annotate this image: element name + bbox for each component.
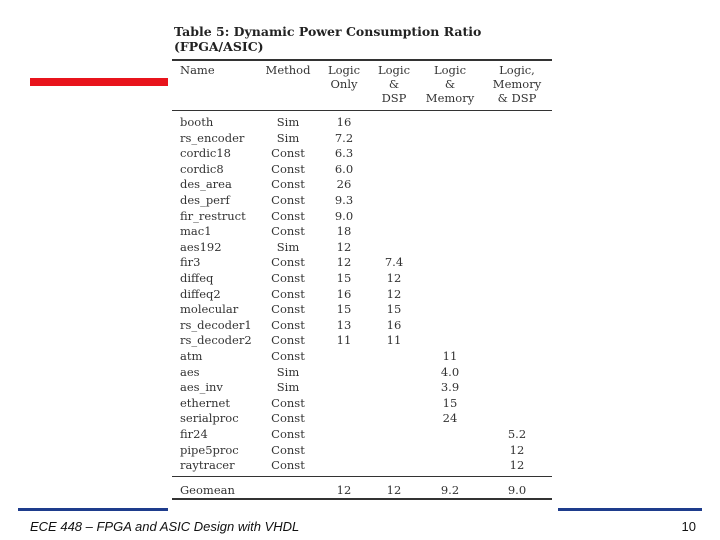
cell-name: fir24 xyxy=(180,427,208,441)
header-text: Name xyxy=(180,63,215,77)
page-number: 10 xyxy=(681,519,696,534)
footer-rule-right xyxy=(558,508,702,511)
cell-name: fir3 xyxy=(180,255,201,270)
cell-logic-memory: 15 xyxy=(442,395,458,410)
cell-logic-only: 16 xyxy=(336,286,352,301)
cell-name: aes_inv xyxy=(180,380,223,395)
table-bottom-rule xyxy=(172,498,552,500)
cell-logic-memory: 11 xyxy=(442,349,458,363)
cell-name: cordic8 xyxy=(180,161,224,176)
cell-name: des_perf xyxy=(180,193,230,207)
cell-method: Sim xyxy=(276,130,300,145)
cell-logic-dsp: 16 xyxy=(386,317,402,332)
header-text: Only xyxy=(330,77,358,91)
table-figure xyxy=(168,12,558,512)
cell-method: Const xyxy=(271,161,305,176)
cell-method: Const xyxy=(271,224,305,239)
cell-name: atm xyxy=(180,349,203,363)
cell-method: Const xyxy=(271,146,305,161)
geomean-logic-memory-dsp: 9.0 xyxy=(507,483,527,497)
table-top-rule xyxy=(172,59,552,61)
cell-name: ethernet xyxy=(180,395,230,410)
cell-method: Const xyxy=(271,411,305,426)
cell-method: Const xyxy=(271,349,305,363)
geomean-name: Geomean xyxy=(180,483,235,497)
cell-method: Const xyxy=(271,442,305,457)
cell-logic-only: 6.3 xyxy=(334,146,354,161)
header-text: Method xyxy=(265,63,311,77)
cell-name: molecular xyxy=(180,302,239,317)
red-accent-bar xyxy=(30,78,170,86)
cell-method: Const xyxy=(271,271,305,285)
header-text: Memory xyxy=(425,91,475,105)
cell-logic-only: 9.0 xyxy=(334,208,354,223)
cell-name: rs_decoder2 xyxy=(180,333,252,348)
cell-logic-only: 13 xyxy=(336,317,352,332)
cell-logic-only: 6.0 xyxy=(334,161,354,176)
cell-logic-memory-dsp: 12 xyxy=(509,458,525,473)
cell-method: Sim xyxy=(276,115,300,129)
header-text: & xyxy=(444,77,456,91)
cell-logic-dsp: 11 xyxy=(386,333,402,348)
header-text: Logic xyxy=(327,63,361,77)
cell-name: raytracer xyxy=(180,458,235,473)
cell-method: Const xyxy=(271,317,305,332)
header-logic-only xyxy=(320,63,368,91)
cell-name: diffeq xyxy=(180,271,214,285)
header-rule xyxy=(172,110,552,111)
cell-name: aes192 xyxy=(180,239,222,254)
cell-method: Const xyxy=(271,193,305,207)
cell-name: serialproc xyxy=(180,411,239,426)
header-name xyxy=(180,63,215,77)
cell-logic-only: 18 xyxy=(336,224,352,239)
cell-logic-memory: 24 xyxy=(442,411,458,426)
cell-logic-only: 12 xyxy=(336,255,352,270)
header-text: Memory xyxy=(492,77,542,91)
header-method xyxy=(260,63,316,77)
cell-method: Sim xyxy=(276,239,300,254)
cell-name: aes xyxy=(180,364,200,379)
header-logic-memory xyxy=(420,63,480,105)
cell-logic-only: 9.3 xyxy=(334,193,354,207)
cell-method: Const xyxy=(271,302,305,317)
cell-logic-only: 15 xyxy=(336,302,352,317)
cell-logic-memory: 4.0 xyxy=(440,364,460,379)
geomean-logic-memory: 9.2 xyxy=(440,483,460,497)
cell-name: des_area xyxy=(180,177,232,192)
cell-logic-dsp: 15 xyxy=(386,302,402,317)
header-text: DSP xyxy=(381,91,407,105)
header-logic-dsp xyxy=(370,63,418,105)
cell-method: Const xyxy=(271,255,305,270)
cell-method: Const xyxy=(271,395,305,410)
header-text: & DSP xyxy=(497,91,537,105)
geomean-rule xyxy=(172,476,552,477)
header-logic-memory-dsp xyxy=(486,63,548,105)
cell-logic-only: 15 xyxy=(336,271,352,285)
cell-logic-memory: 3.9 xyxy=(440,380,460,395)
course-title: ECE 448 – FPGA and ASIC Design with VHDL xyxy=(30,519,300,534)
header-text: & xyxy=(388,77,400,91)
cell-method: Const xyxy=(271,427,305,441)
cell-method: Sim xyxy=(276,364,300,379)
cell-logic-only: 11 xyxy=(336,333,352,348)
caption-line-1: Table 5: Dynamic Power Consumption Ratio xyxy=(174,24,482,39)
cell-method: Const xyxy=(271,333,305,348)
cell-name: diffeq2 xyxy=(180,286,221,301)
footer-rule-left xyxy=(18,508,168,511)
cell-logic-only: 7.2 xyxy=(334,130,354,145)
cell-name: rs_encoder xyxy=(180,130,245,145)
geomean-logic-only: 12 xyxy=(336,483,352,497)
cell-method: Const xyxy=(271,208,305,223)
geomean-logic-dsp: 12 xyxy=(386,483,402,497)
cell-method: Const xyxy=(271,458,305,473)
cell-logic-dsp: 12 xyxy=(386,286,402,301)
cell-logic-dsp: 7.4 xyxy=(384,255,404,270)
cell-name: pipe5proc xyxy=(180,442,239,457)
cell-logic-only: 12 xyxy=(336,239,352,254)
cell-logic-only: 16 xyxy=(336,115,352,129)
cell-logic-only: 26 xyxy=(336,177,352,192)
cell-name: booth xyxy=(180,115,214,129)
header-text: Logic xyxy=(433,63,467,77)
header-text: Logic, xyxy=(499,63,535,77)
cell-method: Const xyxy=(271,286,305,301)
cell-logic-memory-dsp: 12 xyxy=(509,442,525,457)
cell-logic-memory-dsp: 5.2 xyxy=(507,427,527,441)
cell-name: mac1 xyxy=(180,224,212,239)
cell-logic-dsp: 12 xyxy=(386,271,402,285)
cell-method: Const xyxy=(271,177,305,192)
header-text: Logic xyxy=(377,63,411,77)
cell-method: Sim xyxy=(276,380,300,395)
cell-name: rs_decoder1 xyxy=(180,317,252,332)
cell-name: fir_restruct xyxy=(180,208,246,223)
cell-name: cordic18 xyxy=(180,146,231,161)
caption-line-2: (FPGA/ASIC) xyxy=(174,39,264,54)
table-caption xyxy=(174,24,481,54)
